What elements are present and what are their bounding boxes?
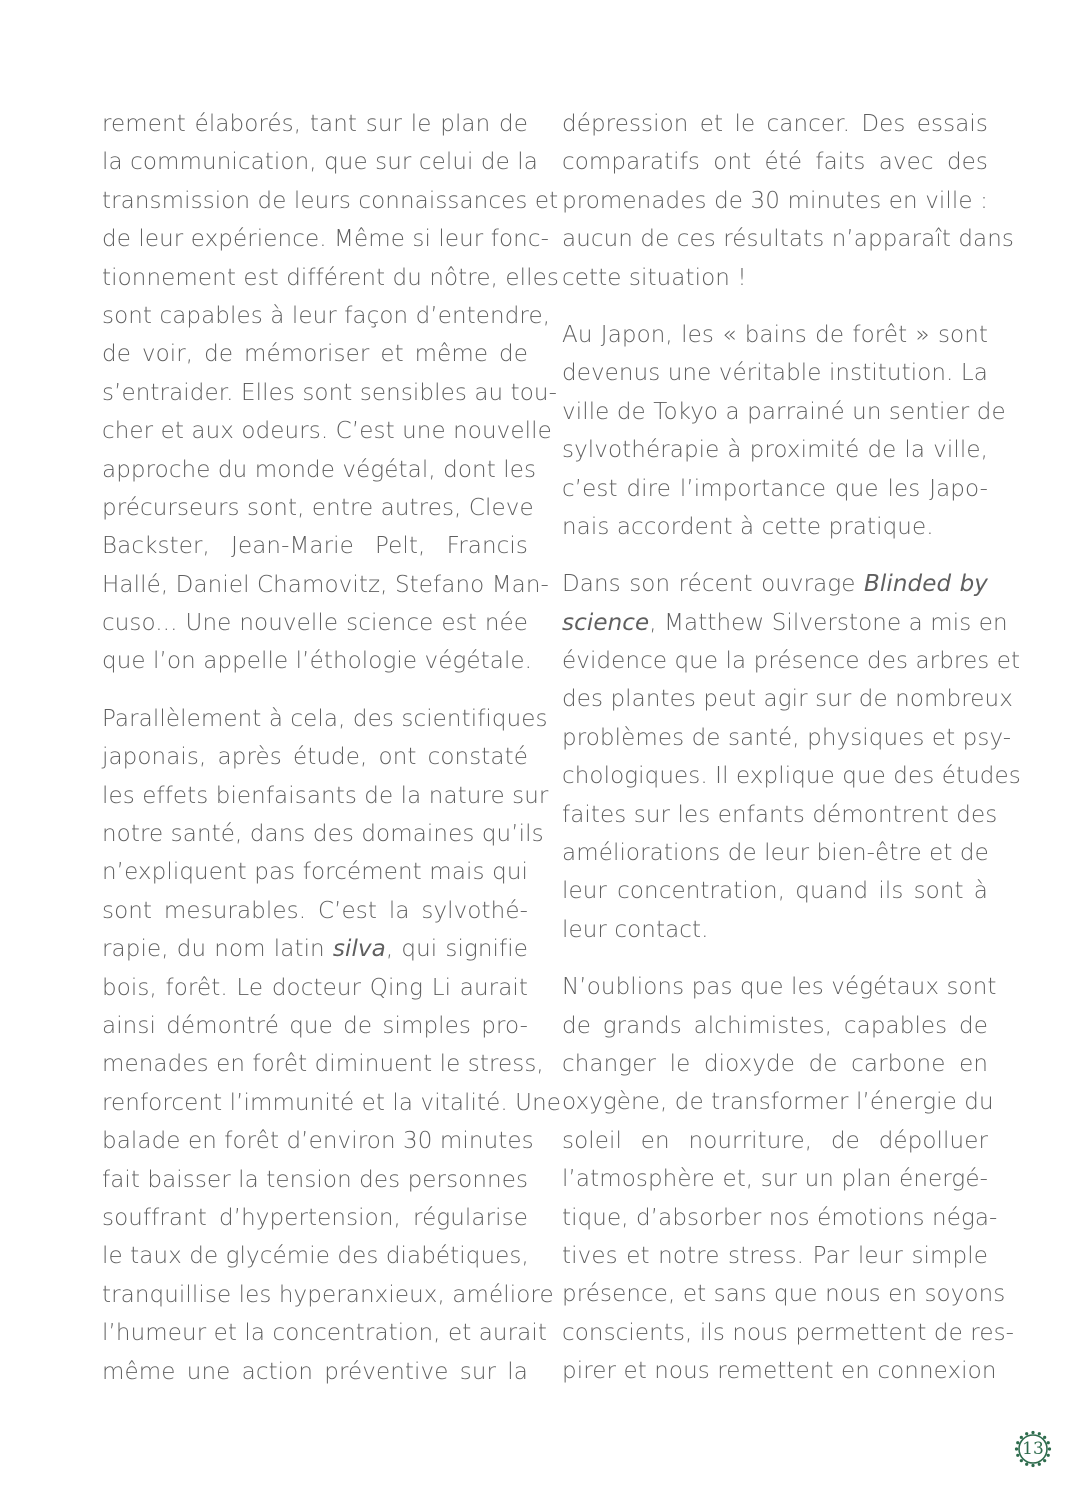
text-line: bois, forêt. Le docteur Qing Li aurait [102, 974, 528, 1001]
italic-term: Blinded by [863, 571, 988, 598]
text-line: de leur expérience. Même si leur fonc- [102, 226, 549, 253]
paragraph-3 [562, 105, 1015, 297]
text-line: fait baisser la tension des personnes [102, 1166, 529, 1193]
page-number: 13 [1022, 1439, 1044, 1459]
text-line: le taux de glycémie des diabétiques, [102, 1243, 529, 1270]
paragraph-1 [102, 105, 559, 681]
italic-term: science [562, 609, 650, 636]
text-line: promenades de 30 minutes en ville : [562, 187, 988, 214]
text-line: la communication, que sur celui de la [102, 149, 538, 176]
text-line: rement élaborés, tant sur le plan de [102, 111, 528, 137]
paragraph-5 [562, 565, 1021, 949]
text-line: s’entraider. Elles sont sensibles au tou- [102, 379, 557, 406]
text-line: Hallé, Daniel Chamovitz, Stefano Man- [102, 571, 549, 598]
text-line: faites sur les enfants démontrent des [562, 801, 998, 828]
text-line: même une action préventive sur la [102, 1358, 528, 1385]
paragraph-4 [562, 316, 1006, 546]
text-line: sont capables à leur façon d’entendre, [102, 302, 551, 329]
text-line: l’humeur et la concentration, et aurait [102, 1320, 547, 1347]
text-line: l’atmosphère et, sur un plan énergé- [562, 1166, 988, 1193]
text-line: cuso... Une nouvelle science est née [102, 610, 528, 637]
text-line: ville de Tokyo a parrainé un sentier de [562, 398, 1006, 425]
text-line: présence, et sans que nous en soyons [562, 1281, 1006, 1308]
page-number-badge [1014, 1430, 1052, 1468]
text-line: soleil en nourriture, de dépolluer [562, 1127, 988, 1154]
left-column [102, 105, 562, 1410]
text-line: précurseurs sont, entre autres, Cleve [102, 494, 534, 521]
text-line: comparatifs ont été faits avec des [562, 149, 988, 176]
text-line: approche du monde végétal, dont les [102, 456, 537, 483]
text-line: cette situation ! [562, 264, 747, 291]
right-column [562, 105, 1021, 1410]
text-line: nais accordent à cette pratique. [562, 513, 934, 540]
text-line: Dans son récent ouvrage Blinded by [562, 571, 988, 598]
text-line: les effets bienfaisants de la nature sur [102, 782, 549, 809]
text-line: dépression et le cancer. Des essais [562, 111, 988, 137]
text-line: de voir, de mémoriser et même de [102, 341, 528, 368]
text-line: aucun de ces résultats n’apparaît dans [562, 226, 1015, 253]
text-line: transmission de leurs connaissances et [102, 187, 559, 214]
text-line: sont mesurables. C’est la sylvothé- [102, 897, 528, 924]
text-line: renforcent l’immunité et la vitalité. Une [102, 1089, 562, 1116]
text-line: ainsi démontré que de simples pro- [102, 1012, 528, 1039]
text-line: balade en forêt d’environ 30 minutes [102, 1128, 534, 1155]
text-line: N’oublions pas que les végétaux sont [562, 974, 997, 1001]
text-line: oxygène, de transformer l’énergie du [562, 1089, 994, 1116]
paragraph-6 [562, 968, 1015, 1390]
text-line: leur concentration, quand ils sont à [562, 878, 988, 905]
text-line: des plantes peut agir sur de nombreux [562, 686, 1013, 713]
italic-term: silva [332, 936, 386, 963]
text-line: changer le dioxyde de carbone en [562, 1050, 988, 1077]
text-line: notre santé, dans des domaines qu’ils [102, 821, 544, 848]
text-line: sylvothérapie à proximité de la ville, [562, 437, 988, 464]
text-line: que l’on appelle l’éthologie végétale. [102, 648, 533, 675]
text-line: tique, d’absorber nos émotions néga- [562, 1204, 998, 1231]
text-line: de grands alchimistes, capables de [562, 1012, 988, 1039]
text-line: rapie, du nom latin silva, qui signifie [102, 936, 528, 963]
text-line: science, Matthew Silverstone a mis en [562, 609, 1008, 636]
text-line: devenus une véritable institution. La [562, 360, 988, 387]
text-line: menades en forêt diminuent le stress, [102, 1051, 544, 1078]
text-line: problèmes de santé, physiques et psy- [562, 724, 1012, 751]
text-line: c’est dire l’importance que les Japo- [562, 475, 988, 502]
text-line: Backster, Jean-Marie Pelt, Francis [102, 533, 528, 560]
text-line: conscients, ils nous permettent de res- [562, 1319, 1015, 1346]
text-line: tionnement est différent du nôtre, elles [102, 264, 559, 291]
text-line: tives et notre stress. Par leur simple [562, 1242, 988, 1269]
text-line: n’expliquent pas forcément mais qui [102, 859, 528, 886]
text-line: chologiques. Il explique que des études [562, 763, 1021, 790]
text-line: évidence que la présence des arbres et [562, 648, 1021, 675]
text-line: japonais, après étude, ont constaté [102, 744, 528, 771]
text-line: leur contact. [562, 916, 709, 943]
text-line: souffrant d’hypertension, régularise [102, 1204, 528, 1231]
text-line: Parallèlement à cela, des scientifiques [102, 705, 548, 732]
text-line: pirer et nous remettent en connexion [562, 1358, 997, 1385]
text-line: améliorations de leur bien-être et de [562, 840, 989, 867]
paragraph-2 [102, 700, 562, 1391]
text-line: cher et aux odeurs. C’est une nouvelle [102, 418, 552, 445]
text-line: tranquillise les hyperanxieux, améliore [102, 1281, 554, 1308]
text-line: Au Japon, les « bains de forêt » sont [562, 321, 988, 348]
